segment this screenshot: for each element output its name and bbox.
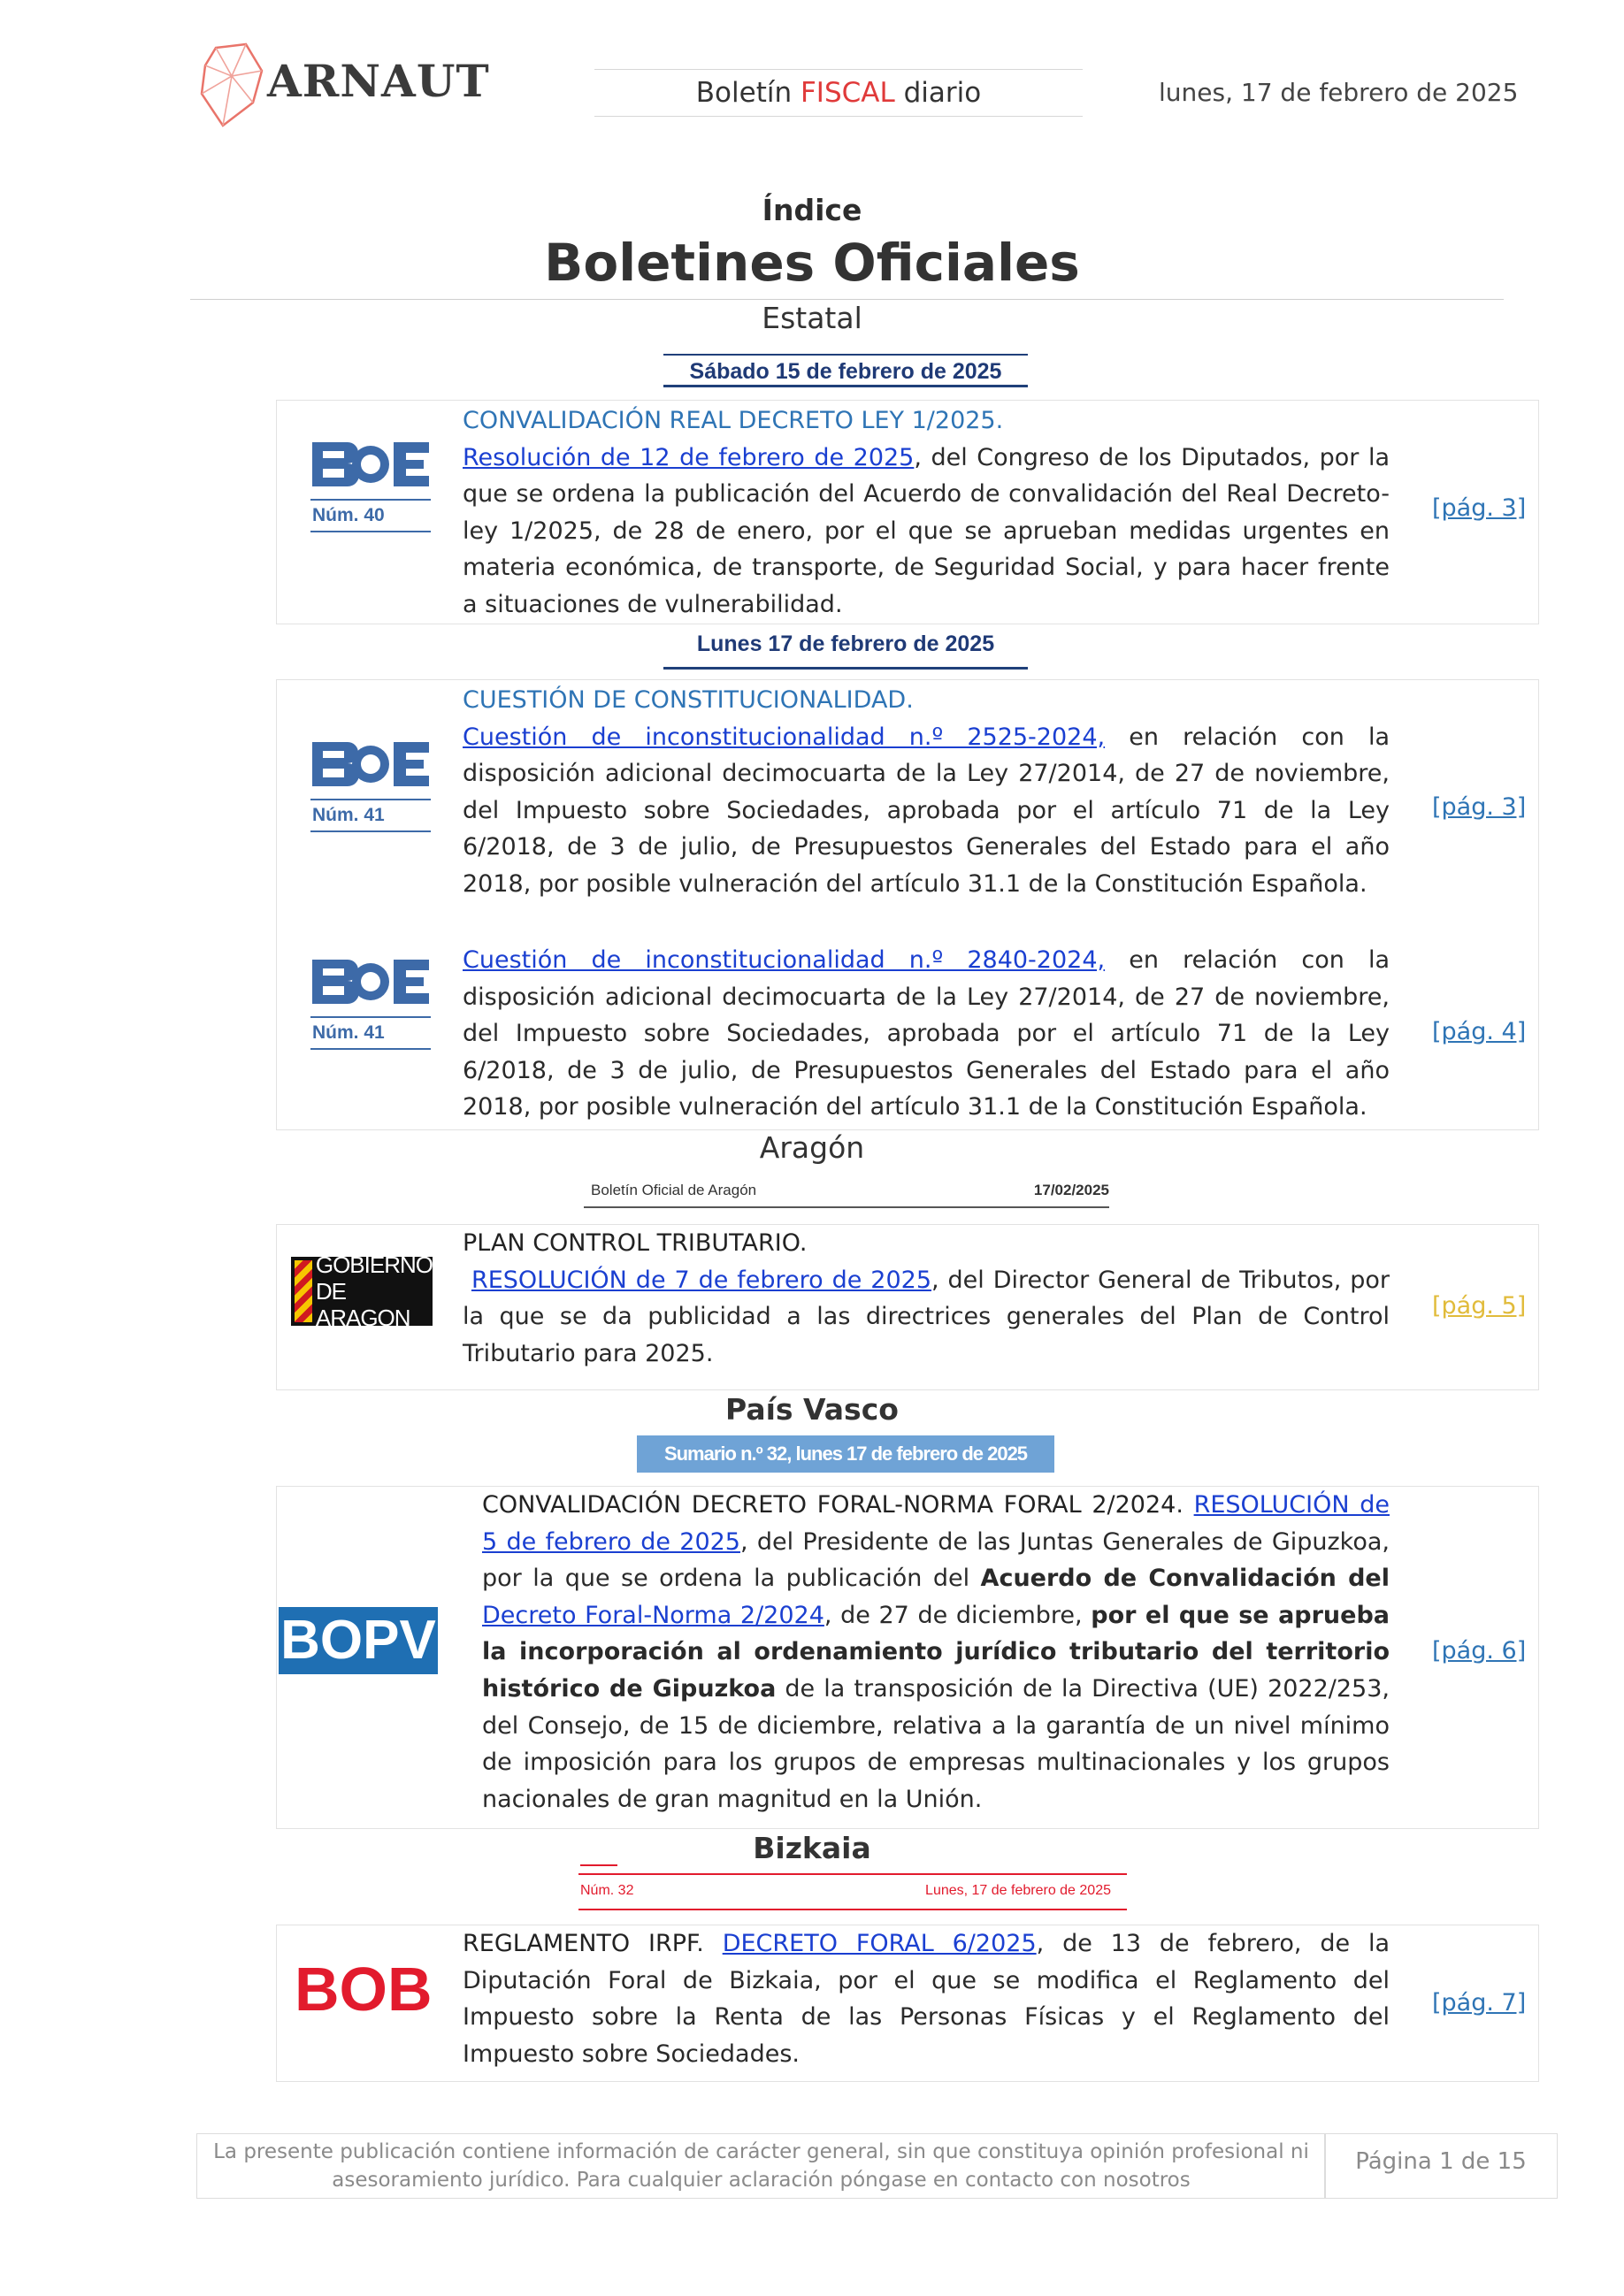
boe-logo <box>310 440 431 532</box>
gobierno-aragon-logo: GOBIERNO DE ARAGON <box>291 1257 433 1326</box>
constitutional-question-link[interactable]: Cuestión de inconstitucionalidad n.º 2840-2024, <box>463 946 1106 974</box>
index-label: Índice <box>762 193 862 227</box>
boe-number: Núm. 41 <box>310 1016 431 1050</box>
resolution-link[interactable]: Resolución de 12 de febrero de 2025 <box>463 443 915 471</box>
entry-text: PLAN CONTROL TRIBUTARIO. RESOLUCIÓN de 7 de febrero de 2025, del Director General de Tributos, por la que se da publicidad a las directrices generales del Plan de Control Tributario para 2025. <box>463 1229 1390 1367</box>
header-date: lunes, 17 de febrero de 2025 <box>1159 78 1519 107</box>
boe-logo <box>310 740 431 832</box>
entry-bopv <box>276 1486 1539 1829</box>
region-bizkaia: Bizkaia <box>753 1831 871 1865</box>
entry-bob <box>276 1925 1539 2082</box>
resolution-link[interactable]: RESOLUCIÓN de 5 de febrero de 2025 <box>482 1491 1390 1556</box>
polygon-logo-icon <box>196 41 267 129</box>
entry-headline: CUESTIÓN DE CONSTITUCIONALIDAD. <box>463 686 914 714</box>
date-sabado: Sábado 15 de febrero de 2025 <box>663 354 1028 387</box>
bob-logo: BOB <box>295 1955 433 2024</box>
boe-emblem-icon <box>310 958 431 1007</box>
decree-link[interactable]: Decreto Foral-Norma 2/2024 <box>482 1601 824 1629</box>
entry-headline: PLAN CONTROL TRIBUTARIO. <box>463 1229 808 1257</box>
footer-page-number: Página 1 de 15 <box>1324 2133 1558 2199</box>
entry-text: CUESTIÓN DE CONSTITUCIONALIDAD. Cuestión de inconstitucionalidad n.º 2525-2024, en relación con la disposición adicional decimocuarta de la Ley 27/2014, de 27 de noviembre, del Impuesto sobre Sociedades, aprobada por el artículo 71 de la Ley 6/2018, de 3 de julio, de Presupuestos Generales del Estado para el año 2018, por posible vulneración del artículo 31.1 de la Constitución Española. <box>463 686 1390 898</box>
bob-bulletin-bar: Núm. 32 Lunes, 17 de febrero de 2025 <box>578 1873 1127 1910</box>
aragon-bulletin-bar: Boletín Oficial de Aragón 17/02/2025 <box>584 1176 1109 1208</box>
boe-emblem-icon <box>310 440 431 490</box>
boe-emblem-icon <box>310 740 431 790</box>
constitutional-question-link[interactable]: Cuestión de inconstitucionalidad n.º 2525-2024, <box>463 723 1106 751</box>
boe-number: Núm. 40 <box>310 499 431 532</box>
page-link[interactable]: [pág. 3] <box>1432 793 1527 821</box>
bulletin-title-box <box>594 69 1083 117</box>
entry-headline: REGLAMENTO IRPF <box>463 1930 697 1957</box>
entry-text: CONVALIDACIÓN REAL DECRETO LEY 1/2025. Resolución de 12 de febrero de 2025, del Congreso de los Diputados, por la que se ordena la publicación del Acuerdo de convalidación del Real Decreto-ley 1/2025, de 28 de enero, por el que se aprueban medidas urgentes en materia económica, de transporte, de Seguridad Social, y para hacer frente a situaciones de vulnerabilidad. <box>463 407 1390 618</box>
entry-headline: CONVALIDACIÓN REAL DECRETO LEY 1/2025. <box>463 407 1004 434</box>
page-link[interactable]: [pág. 4] <box>1432 1018 1527 1045</box>
entry-text: Cuestión de inconstitucionalidad n.º 2840-2024, en relación con la disposición adicional decimocuarta de la Ley 27/2014, de 27 de noviembre, del Impuesto sobre Sociedades, aprobada por el artículo 71 de la Ley 6/2018, de 3 de julio, de Presupuestos Generales del Estado para el año 2018, por posible vulneración del artículo 31.1 de la Constitución Española. <box>463 946 1390 1121</box>
brand-name: ARNAUT <box>267 55 490 107</box>
entry-boe-40 <box>276 400 1539 624</box>
page-link[interactable]: [pág. 7] <box>1432 1989 1527 2017</box>
bopv-summary-bar: Sumario n.º 32, lunes 17 de febrero de 2025 <box>637 1435 1054 1473</box>
page-link[interactable]: [pág. 6] <box>1432 1637 1527 1665</box>
page-link[interactable]: [pág. 5] <box>1432 1292 1527 1320</box>
boe-logo <box>310 958 431 1050</box>
divider <box>190 299 1504 300</box>
bob-mark <box>580 1864 617 1866</box>
date-lunes: Lunes 17 de febrero de 2025 <box>663 631 1028 670</box>
boe-number: Núm. 41 <box>310 799 431 832</box>
page-link[interactable]: [pág. 3] <box>1432 494 1527 522</box>
bopv-logo: BOPV <box>279 1607 438 1674</box>
resolution-link[interactable]: RESOLUCIÓN de 7 de febrero de 2025 <box>471 1266 932 1294</box>
index-title: Boletines Oficiales <box>544 233 1080 293</box>
region-aragon: Aragón <box>759 1130 865 1165</box>
entry-headline: CONVALIDACIÓN DECRETO FORAL-NORMA FORAL 2/2024 <box>482 1491 1176 1519</box>
entry-text: REGLAMENTO IRPF. DECRETO FORAL 6/2025, de 13 de febrero, de la Diputación Foral de Bizkaia, por el que se modifica el Reglamento del Impuesto sobre la Renta de las Personas Físicas y el Reglamento del Impuesto sobre Sociedades. <box>463 1930 1390 2068</box>
aragon-flag-icon <box>295 1260 312 1322</box>
footer-disclaimer: La presente publicación contiene información de carácter general, sin que constituya opinión profesional ni asesoramiento jurídico. Para cualquier aclaración póngase en contacto con nosotros <box>196 2133 1326 2199</box>
bulletin-title: Boletín FISCAL diario <box>695 77 982 109</box>
entry-text: CONVALIDACIÓN DECRETO FORAL-NORMA FORAL 2/2024. RESOLUCIÓN de 5 de febrero de 2025, del Presidente de las Juntas Generales de Gipuzkoa, por la que se ordena la publicación del Acuerdo de Convalidación del Decreto Foral-Norma 2/2024, de 27 de diciembre, por el que se aprueba la incorporación al ordenamiento jurídico tributario del territorio histórico de Gipuzkoa de la transposición de la Directiva (UE) 2022/253, del Consejo, de 15 de diciembre, relativa a la garantía de un nivel mínimo de imposición para los grupos de empresas multinacionales y los grupos nacionales de gran magnitud en la Unión. <box>482 1491 1390 1813</box>
decree-link[interactable]: DECRETO FORAL 6/2025 <box>722 1930 1037 1957</box>
entry-aragon <box>276 1224 1539 1390</box>
region-pais-vasco: País Vasco <box>725 1392 899 1427</box>
entry-boe-41 <box>276 679 1539 1130</box>
region-estatal: Estatal <box>762 301 862 335</box>
